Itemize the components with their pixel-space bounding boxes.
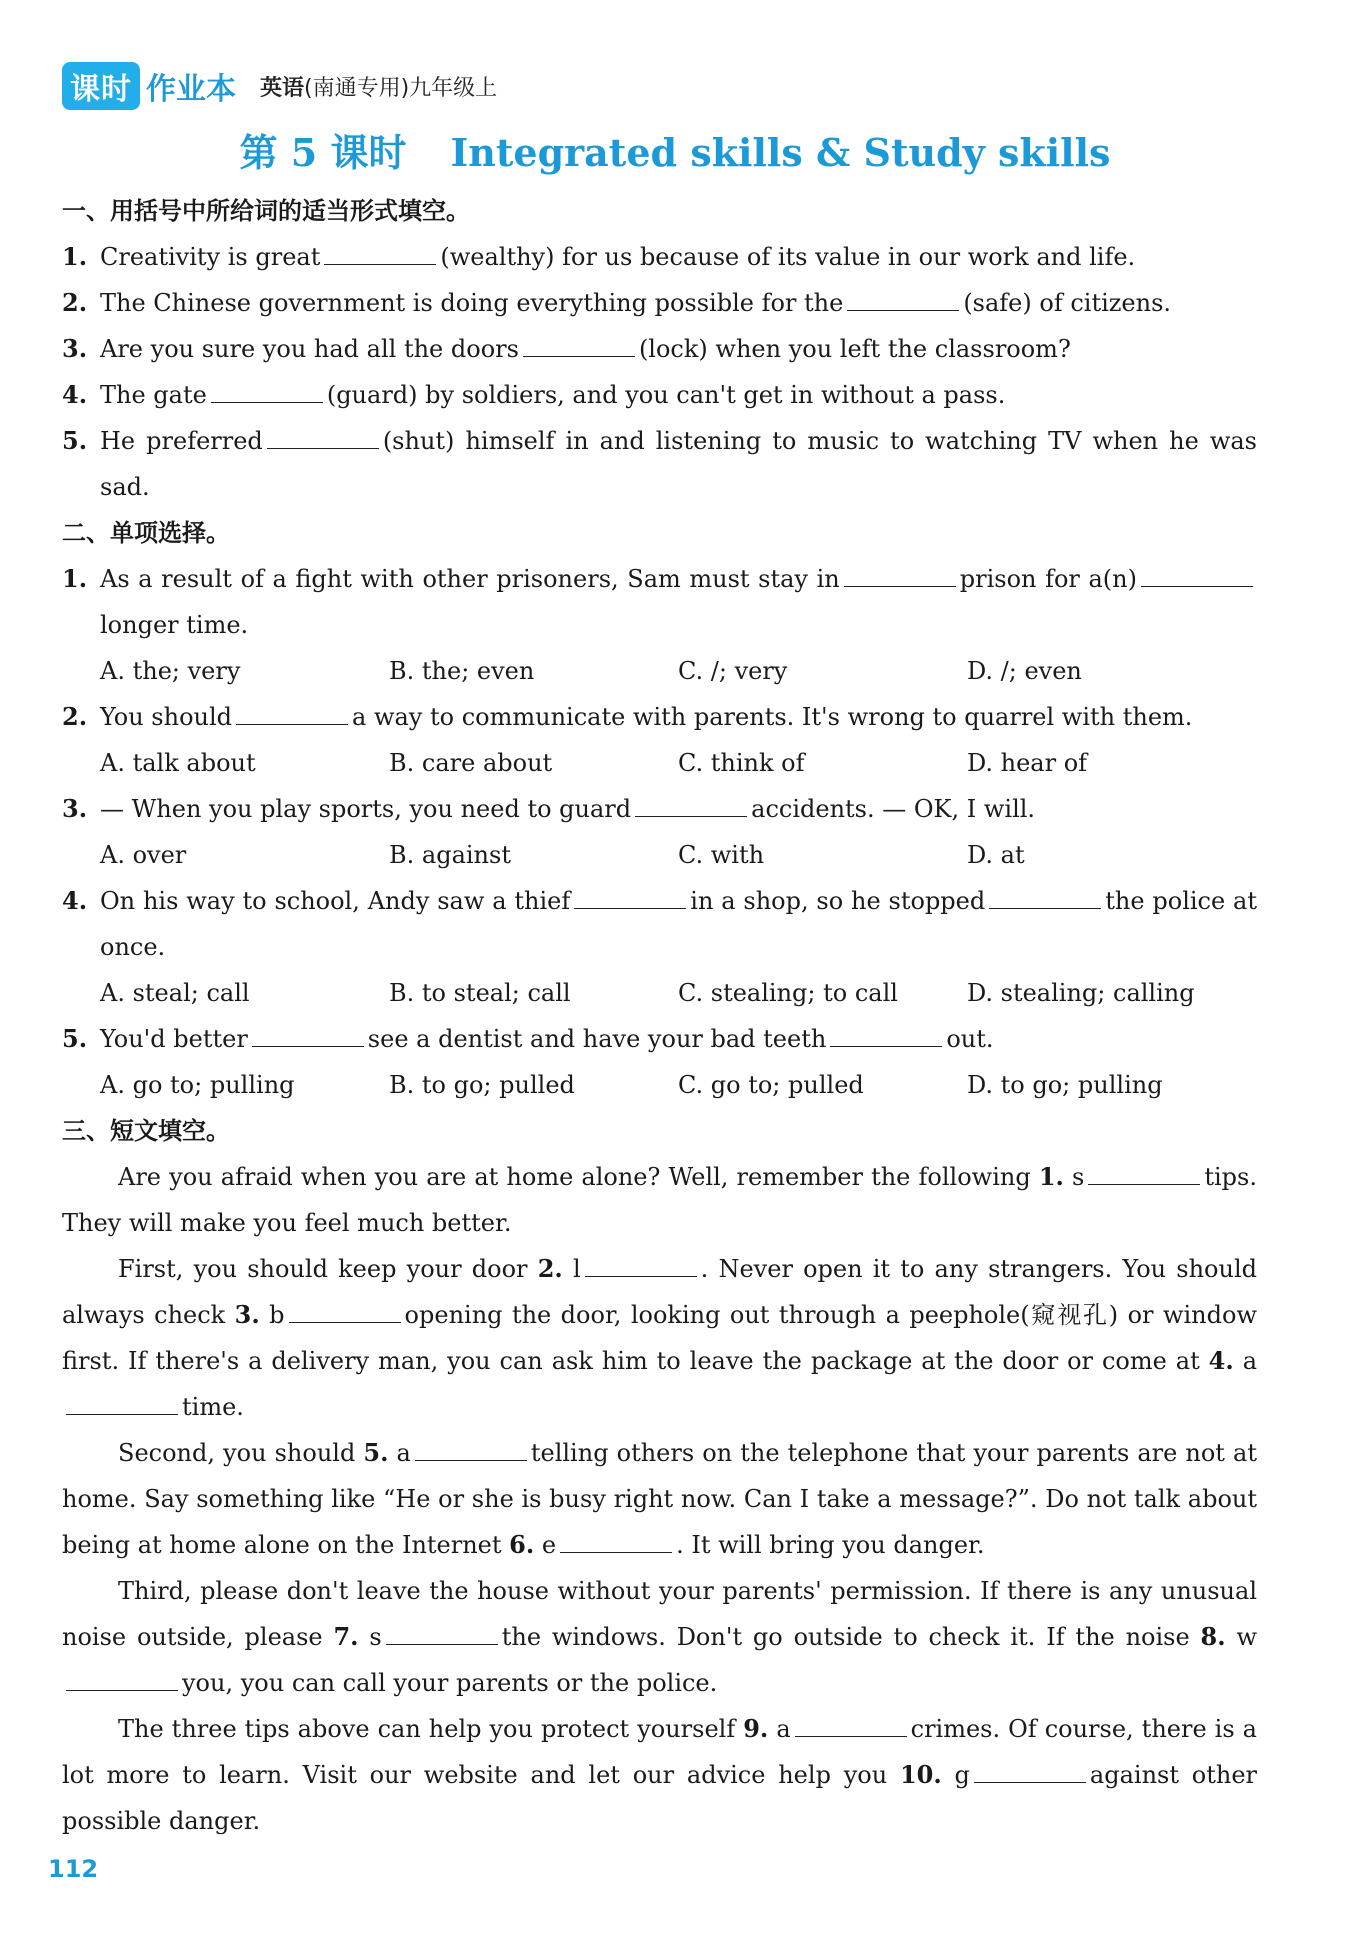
blank-number: 3.: [234, 1300, 260, 1329]
option-c[interactable]: C. /; very: [678, 657, 788, 685]
passage-paragraph-2: [62, 1246, 1257, 1430]
answer-blank[interactable]: [560, 1528, 672, 1553]
question-text: (shut) himself in and listening to music to watching TV when he was sad.: [100, 427, 1258, 501]
blank-first-letter: a: [396, 1439, 411, 1467]
blank-number: 9.: [743, 1714, 769, 1743]
blank-first-letter: a: [776, 1715, 791, 1743]
question-text: Are you sure you had all the doors: [100, 335, 519, 363]
option-a[interactable]: A. steal; call: [100, 979, 250, 1007]
answer-blank[interactable]: [795, 1712, 907, 1737]
option-b[interactable]: B. the; even: [389, 657, 535, 685]
option-c[interactable]: C. go to; pulled: [678, 1071, 864, 1099]
answer-blank[interactable]: [415, 1436, 527, 1461]
answer-blank[interactable]: [66, 1666, 178, 1691]
question-text: (guard) by soldiers, and you can't get in without a pass.: [326, 381, 1006, 409]
answer-blank[interactable]: [585, 1252, 697, 1277]
answer-blank[interactable]: [236, 700, 348, 725]
question-text: As a result of a fight with other prisoners, Sam must stay in: [100, 565, 840, 593]
option-a[interactable]: A. go to; pulling: [100, 1071, 295, 1099]
answer-blank[interactable]: [211, 378, 323, 403]
answer-blank[interactable]: [386, 1620, 498, 1645]
question-text: (wealthy) for us because of its value in our work and life.: [440, 243, 1136, 271]
page-number: 112: [48, 1855, 99, 1883]
question-text: You should: [100, 703, 233, 731]
question-text: longer time.: [100, 611, 249, 639]
passage-text: the windows. Don't go outside to check it. If the noise: [501, 1623, 1190, 1651]
question-text: The gate: [100, 381, 207, 409]
passage-text: crimes. Of course, there is a lot more to learn. Visit our website and let our advice help you: [62, 1715, 1257, 1789]
option-c[interactable]: C. with: [678, 841, 765, 869]
question-text: accidents. — OK, I will.: [751, 795, 1036, 823]
passage-paragraph-3: [62, 1430, 1257, 1568]
subject-rest: (南通专用)九年级上: [304, 75, 498, 101]
question-text: in a shop, so he stopped: [690, 887, 986, 915]
answer-blank[interactable]: [289, 1298, 401, 1323]
blank-first-letter: l: [572, 1255, 581, 1283]
s1-question-2: [62, 280, 1257, 326]
blank-number: 8.: [1200, 1622, 1226, 1651]
question-text: Creativity is great: [100, 243, 321, 271]
s2-question-4: [62, 878, 1257, 970]
question-text: see a dentist and have your bad teeth: [367, 1025, 827, 1053]
passage-text: The three tips above can help you protect yourself: [118, 1715, 736, 1743]
answer-blank[interactable]: [989, 884, 1101, 909]
question-number: 5.: [62, 426, 88, 455]
option-d[interactable]: D. /; even: [967, 657, 1082, 685]
option-a[interactable]: A. talk about: [100, 749, 256, 777]
question-text: out.: [946, 1025, 994, 1053]
question-text: (lock) when you left the classroom?: [638, 335, 1071, 363]
options-row: [62, 832, 1257, 878]
lesson-title: [0, 122, 1350, 177]
series-logo: [62, 62, 236, 110]
option-b[interactable]: B. against: [389, 841, 511, 869]
passage-text: Second, you should: [118, 1439, 356, 1467]
options-row: [62, 970, 1257, 1016]
blank-first-letter: w: [1236, 1623, 1258, 1651]
question-number: 4.: [62, 380, 88, 409]
s1-question-1: [62, 234, 1257, 280]
s1-question-3: [62, 326, 1257, 372]
question-text: prison for a(n): [959, 565, 1137, 593]
blank-first-letter: a: [1242, 1347, 1257, 1375]
lesson-number: 第 5 课时: [239, 130, 407, 175]
question-text: You'd better: [100, 1025, 248, 1053]
answer-blank[interactable]: [830, 1022, 942, 1047]
question-number: 2.: [62, 702, 88, 731]
option-d[interactable]: D. stealing; calling: [967, 979, 1195, 1007]
logo-sub: 作业本: [146, 72, 236, 107]
option-a[interactable]: A. the; very: [100, 657, 241, 685]
option-b[interactable]: B. care about: [389, 749, 553, 777]
passage-paragraph-5: [62, 1706, 1257, 1844]
passage-text: tips. They will make you feel much better.: [62, 1163, 1257, 1237]
options-row: [62, 740, 1257, 786]
page-header: [62, 62, 497, 110]
passage-text: against other possible danger.: [62, 1761, 1258, 1835]
s2-question-2: [62, 694, 1257, 740]
answer-blank[interactable]: [974, 1758, 1086, 1783]
blank-number: 2.: [537, 1254, 563, 1283]
question-text: He preferred: [100, 427, 263, 455]
options-row: [62, 1062, 1257, 1108]
answer-blank[interactable]: [574, 884, 686, 909]
blank-number: 6.: [509, 1530, 535, 1559]
option-d[interactable]: D. at: [967, 841, 1025, 869]
option-d[interactable]: D. hear of: [967, 749, 1088, 777]
passage-text: telling others on the telephone that your parents are not at home. Say something like “He or she is busy right now. Can I take a message?”. Do not talk about being at home alone on the Internet: [62, 1439, 1257, 1559]
passage-text: Are you afraid when you are at home alone? Well, remember the following: [118, 1163, 1031, 1191]
passage-text: First, you should keep your door: [118, 1255, 528, 1283]
section1-heading: 一、用括号中所给词的适当形式填空。: [62, 197, 470, 225]
answer-blank[interactable]: [1141, 562, 1253, 587]
question-text: (safe) of citizens.: [963, 289, 1172, 317]
passage-text: . Never open it to any strangers. You should always check: [62, 1255, 1258, 1329]
blank-first-letter: g: [954, 1761, 970, 1789]
question-text: The Chinese government is doing everything possible for the: [100, 289, 844, 317]
s2-question-3: [62, 786, 1257, 832]
question-text: a way to communicate with parents. It's wrong to quarrel with them.: [352, 703, 1193, 731]
blank-number: 5.: [363, 1438, 389, 1467]
answer-blank[interactable]: [66, 1390, 178, 1415]
answer-blank[interactable]: [267, 424, 379, 449]
option-b[interactable]: B. to steal; call: [389, 979, 571, 1007]
answer-blank[interactable]: [252, 1022, 364, 1047]
passage-text: time.: [182, 1393, 244, 1421]
s1-question-4: [62, 372, 1257, 418]
passage-text: . It will bring you danger.: [676, 1531, 985, 1559]
blank-first-letter: s: [1072, 1163, 1085, 1191]
blank-number: 1.: [1038, 1162, 1064, 1191]
passage-paragraph-4: [62, 1568, 1257, 1706]
question-number: 1.: [62, 242, 88, 271]
passage-text: opening the door, looking out through a peephole(窥视孔) or window first. If there's a delivery man, you can ask him to leave the package at the door or come at: [62, 1301, 1257, 1375]
options-row: [62, 648, 1257, 694]
question-number: 1.: [62, 564, 88, 593]
blank-first-letter: e: [541, 1531, 557, 1559]
passage-paragraph-1: [62, 1154, 1257, 1246]
passage-text: Third, please don't leave the house without your parents' permission. If there is any unusual noise outside, please: [62, 1577, 1257, 1651]
subject-bold: 英语: [260, 75, 305, 101]
blank-number: 10.: [899, 1760, 942, 1789]
answer-blank[interactable]: [844, 562, 956, 587]
option-c[interactable]: C. stealing; to call: [678, 979, 898, 1007]
option-c[interactable]: C. think of: [678, 749, 805, 777]
passage-text: you, you can call your parents or the police.: [182, 1669, 718, 1697]
answer-blank[interactable]: [847, 286, 959, 311]
answer-blank[interactable]: [1088, 1160, 1200, 1185]
s2-question-5: [62, 1016, 1257, 1062]
option-b[interactable]: B. to go; pulled: [389, 1071, 575, 1099]
question-number: 3.: [62, 334, 88, 363]
blank-number: 4.: [1208, 1346, 1234, 1375]
question-number: 5.: [62, 1024, 88, 1053]
subject-label: [260, 71, 497, 102]
option-a[interactable]: A. over: [100, 841, 187, 869]
blank-first-letter: b: [269, 1301, 285, 1329]
question-number: 4.: [62, 886, 88, 915]
question-text: On his way to school, Andy saw a thief: [100, 887, 571, 915]
s2-question-1: [62, 556, 1257, 648]
question-number: 3.: [62, 794, 88, 823]
lesson-topic: Integrated skills & Study skills: [450, 130, 1111, 175]
answer-blank[interactable]: [523, 332, 635, 357]
logo-main: 课时: [62, 62, 140, 110]
blank-first-letter: s: [369, 1623, 382, 1651]
question-number: 2.: [62, 288, 88, 317]
answer-blank[interactable]: [324, 240, 436, 265]
answer-blank[interactable]: [635, 792, 747, 817]
section3-heading: 三、短文填空。: [62, 1117, 230, 1145]
blank-number: 7.: [333, 1622, 359, 1651]
exercise-content: [62, 188, 1257, 1844]
s1-question-5: [62, 418, 1257, 510]
section2-heading: 二、单项选择。: [62, 519, 230, 547]
question-text: the police at once.: [100, 887, 1257, 961]
option-d[interactable]: D. to go; pulling: [967, 1071, 1163, 1099]
question-text: — When you play sports, you need to guard: [100, 795, 632, 823]
